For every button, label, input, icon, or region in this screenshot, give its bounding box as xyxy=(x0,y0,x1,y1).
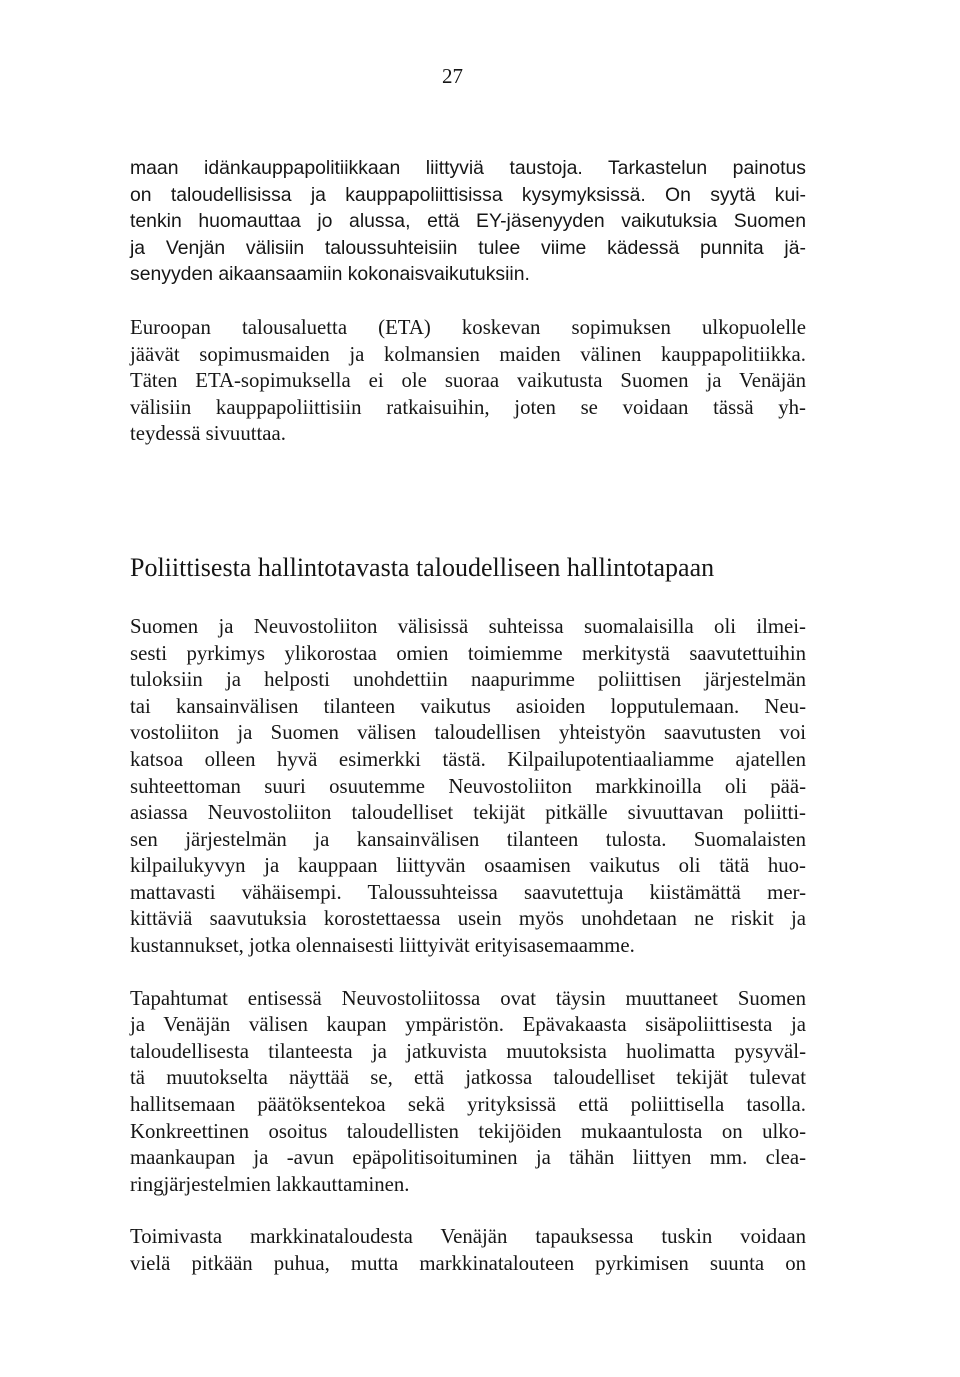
text-line: välisiin kauppapoliittisiin ratkaisuihin, joten se voidaan tässä yh- xyxy=(130,395,806,419)
paragraph-gap xyxy=(130,960,806,986)
text-line: sen järjestelmän ja kansainvälisen tilanteen tulosta. Suomalaisten xyxy=(130,827,806,851)
page-body xyxy=(130,155,806,1278)
text-line: Konkreettinen osoitus taloudellisten tekijöiden mukaantulosta on ulko- xyxy=(130,1119,806,1143)
text-line: ja Venäjän välisen kaupan ympäristön. Epävakaasta sisäpoliittisesta ja xyxy=(130,1013,806,1037)
text-line: tuloksiin ja helposti unohdettiin naapurimme poliittisen järjestelmän xyxy=(130,668,806,692)
text-line: mattavasti vähäisempi. Taloussuhteissa saavutettuja kiistämättä mer- xyxy=(130,880,806,904)
text-line: maankaupan ja -avun epäpolitisoituminen ja tähän liittyen mm. clea- xyxy=(130,1146,806,1170)
text-line: Tapahtumat entisessä Neuvostoliitossa ovat täysin muuttaneet Suomen xyxy=(130,986,806,1010)
paragraph-gap xyxy=(130,1198,806,1224)
section-gap xyxy=(130,448,806,552)
text-line: katsoa olleen hyvä esimerkki tästä. Kilpailupotentiaaliamme ajatellen xyxy=(130,747,806,771)
text-line: Euroopan talousaluetta (ETA) koskevan sopimuksen ulkopuolelle xyxy=(130,315,806,339)
text-line: tä muutokselta näyttää se, että jatkossa taloudelliset tekijät tulevat xyxy=(130,1066,806,1090)
text-line: Toimivasta markkinataloudesta Venäjän tapauksessa tuskin voidaan xyxy=(130,1225,806,1249)
paragraph-gap xyxy=(130,288,806,315)
text-line: ringjärjestelmien lakkauttaminen. xyxy=(130,1172,410,1196)
paragraph-section-2 xyxy=(130,986,806,1199)
text-line: teydessä sivuuttaa. xyxy=(130,422,286,446)
text-line: kilpailukyvyn ja kauppaan liittyvän osaamisen vaikutus oli tätä huo- xyxy=(130,854,806,878)
text-line: asiassa Neuvostoliiton taloudelliset tekijät pitkälle sivuuttavan poliitti- xyxy=(130,801,806,825)
text-line: sesti pyrkimys ylikorostaa omien toimiemme merkitystä saavutettuihin xyxy=(130,641,806,665)
paragraph-section-3 xyxy=(130,1224,806,1277)
text-line: tenkin huomauttaa jo alussa, että EY-jäsenyyden vaikutuksia Suomen xyxy=(130,210,806,233)
paragraph-section-1 xyxy=(130,614,806,960)
paragraph-intro xyxy=(130,155,806,288)
text-line: suhteettoman suuri osuutemme Neuvostoliiton markkinoilla oli pää- xyxy=(130,774,806,798)
text-line: ja Venjän välisiin taloussuhteisiin tulee viime kädessä punnita jä- xyxy=(130,236,806,259)
text-line: hallitsemaan päätöksentekoa sekä yrityksissä että poliittisella tasolla. xyxy=(130,1093,806,1117)
text-line: Täten ETA-sopimuksella ei ole suoraa vaikutusta Suomen ja Venäjän xyxy=(130,369,806,393)
section-heading: Poliittisesta hallintotavasta taloudelliseen hallintotapaan xyxy=(130,552,715,582)
text-line: Suomen ja Neuvostoliiton välisissä suhteissa suomalaisilla oli ilmei- xyxy=(130,614,806,638)
text-line: vielä pitkään puhua, mutta markkinatalouteen pyrkimisen suunta on xyxy=(130,1252,806,1275)
text-line: maan idänkauppapolitiikkaan liittyviä taustoja. Tarkastelun painotus xyxy=(130,157,806,179)
text-line: jäävät sopimusmaiden ja kolmansien maiden välinen kauppapolitiikka. xyxy=(130,342,806,366)
heading-gap xyxy=(130,584,806,614)
paragraph-eta xyxy=(130,315,806,448)
text-line: tai kansainvälisen tilanteen vaikutus asioiden lopputulemaan. Neu- xyxy=(130,694,806,718)
text-line: on taloudellisissa ja kauppapoliittisissa kysymyksissä. On syytä kui- xyxy=(130,183,806,206)
text-line: kustannukset, jotka olennaisesti liittyivät erityisasemaamme. xyxy=(130,934,635,958)
text-line: vostoliiton ja Suomen välisen taloudellisen yhteistyön saavutusten voi xyxy=(130,721,806,745)
page-number: 27 xyxy=(442,64,463,88)
text-line: taloudellisesta tilanteesta ja jatkuvista muutoksista huolimatta pysyväl- xyxy=(130,1039,806,1063)
text-line: senyyden aikaansaamiin kokonaisvaikutuksiin. xyxy=(130,263,530,286)
text-line: kittäviä saavutuksia korostettaessa usein myös unohdetaan ne riskit ja xyxy=(130,907,806,931)
